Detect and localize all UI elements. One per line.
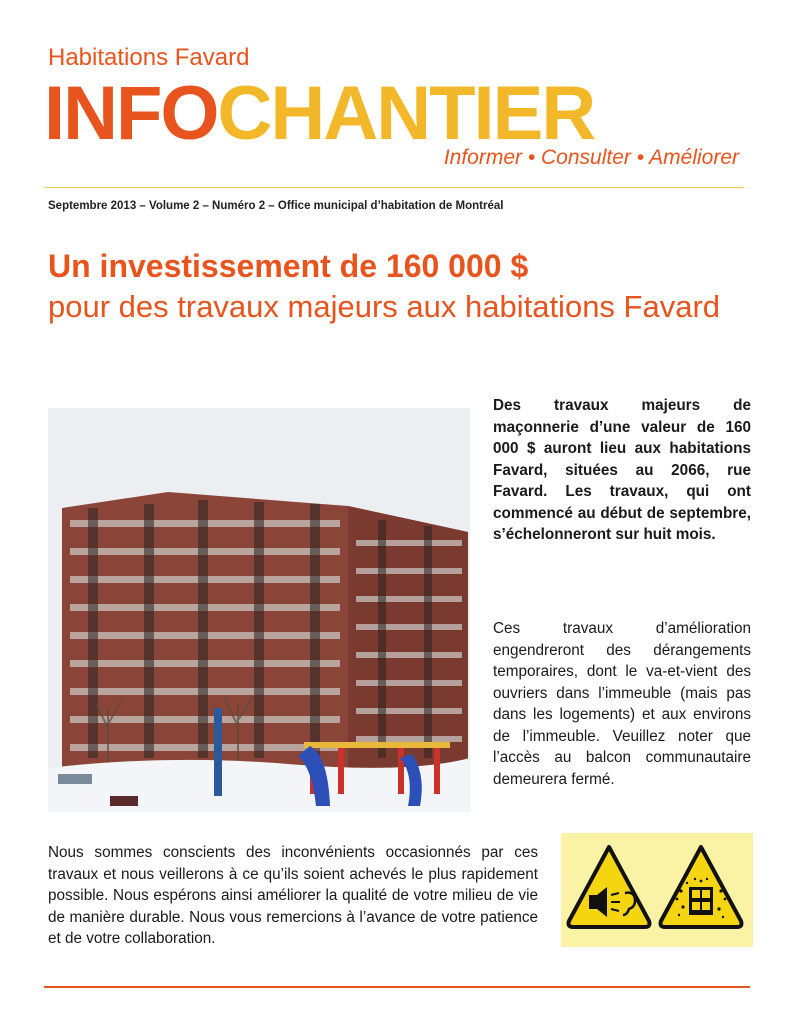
dust-warning-icon (661, 847, 742, 927)
org-name: Habitations Favard (48, 44, 250, 71)
article-lead: Des travaux majeurs de maçonnerie d’une valeur de 160 000 $ auront lieu aux habitations Favard, situées au 2066, rue Favard. Les travaux, qui ont commencé au début de septembre, s’échelonneront sur huit mois. (493, 397, 751, 543)
footer-divider (44, 986, 750, 988)
tagline: Informer • Consulter • Améliorer (443, 146, 739, 169)
masthead (44, 71, 595, 156)
masthead-chantier: CHANTIER (217, 71, 595, 156)
article-paragraph-1: Ces travaux d’amélioration engendreront des dérangements temporaires, dont le va-et-vient des ouvriers dans l’immeuble (mais pas dans les logements) et aux environs de l’immeuble. Veuillez noter que l’accès au balcon communautaire demeurera fermé. (493, 620, 751, 788)
warning-signs-panel (561, 833, 753, 947)
headline: Un investissement de 160 000 $ (48, 248, 529, 284)
masthead-info: INFO (44, 71, 218, 156)
noise-warning-icon (569, 847, 650, 927)
header-divider (44, 187, 744, 188)
article-paragraph-2: Nous sommes conscients des inconvénients occasionnés par ces travaux et nous veillerons à ce qu’ils soient achevés le plus rapidement possible. Nous espérons ainsi améliorer la qualité de votre milieu de vie de manière durable. Nous vous remercions à l’avance de votre patience et de votre collaboration. (48, 844, 538, 947)
subheadline: pour des travaux majeurs aux habitations Favard (48, 289, 721, 324)
building-photo (48, 408, 470, 812)
issue-line: Septembre 2013 – Volume 2 – Numéro 2 – Office municipal d’habitation de Montréal (48, 200, 504, 212)
